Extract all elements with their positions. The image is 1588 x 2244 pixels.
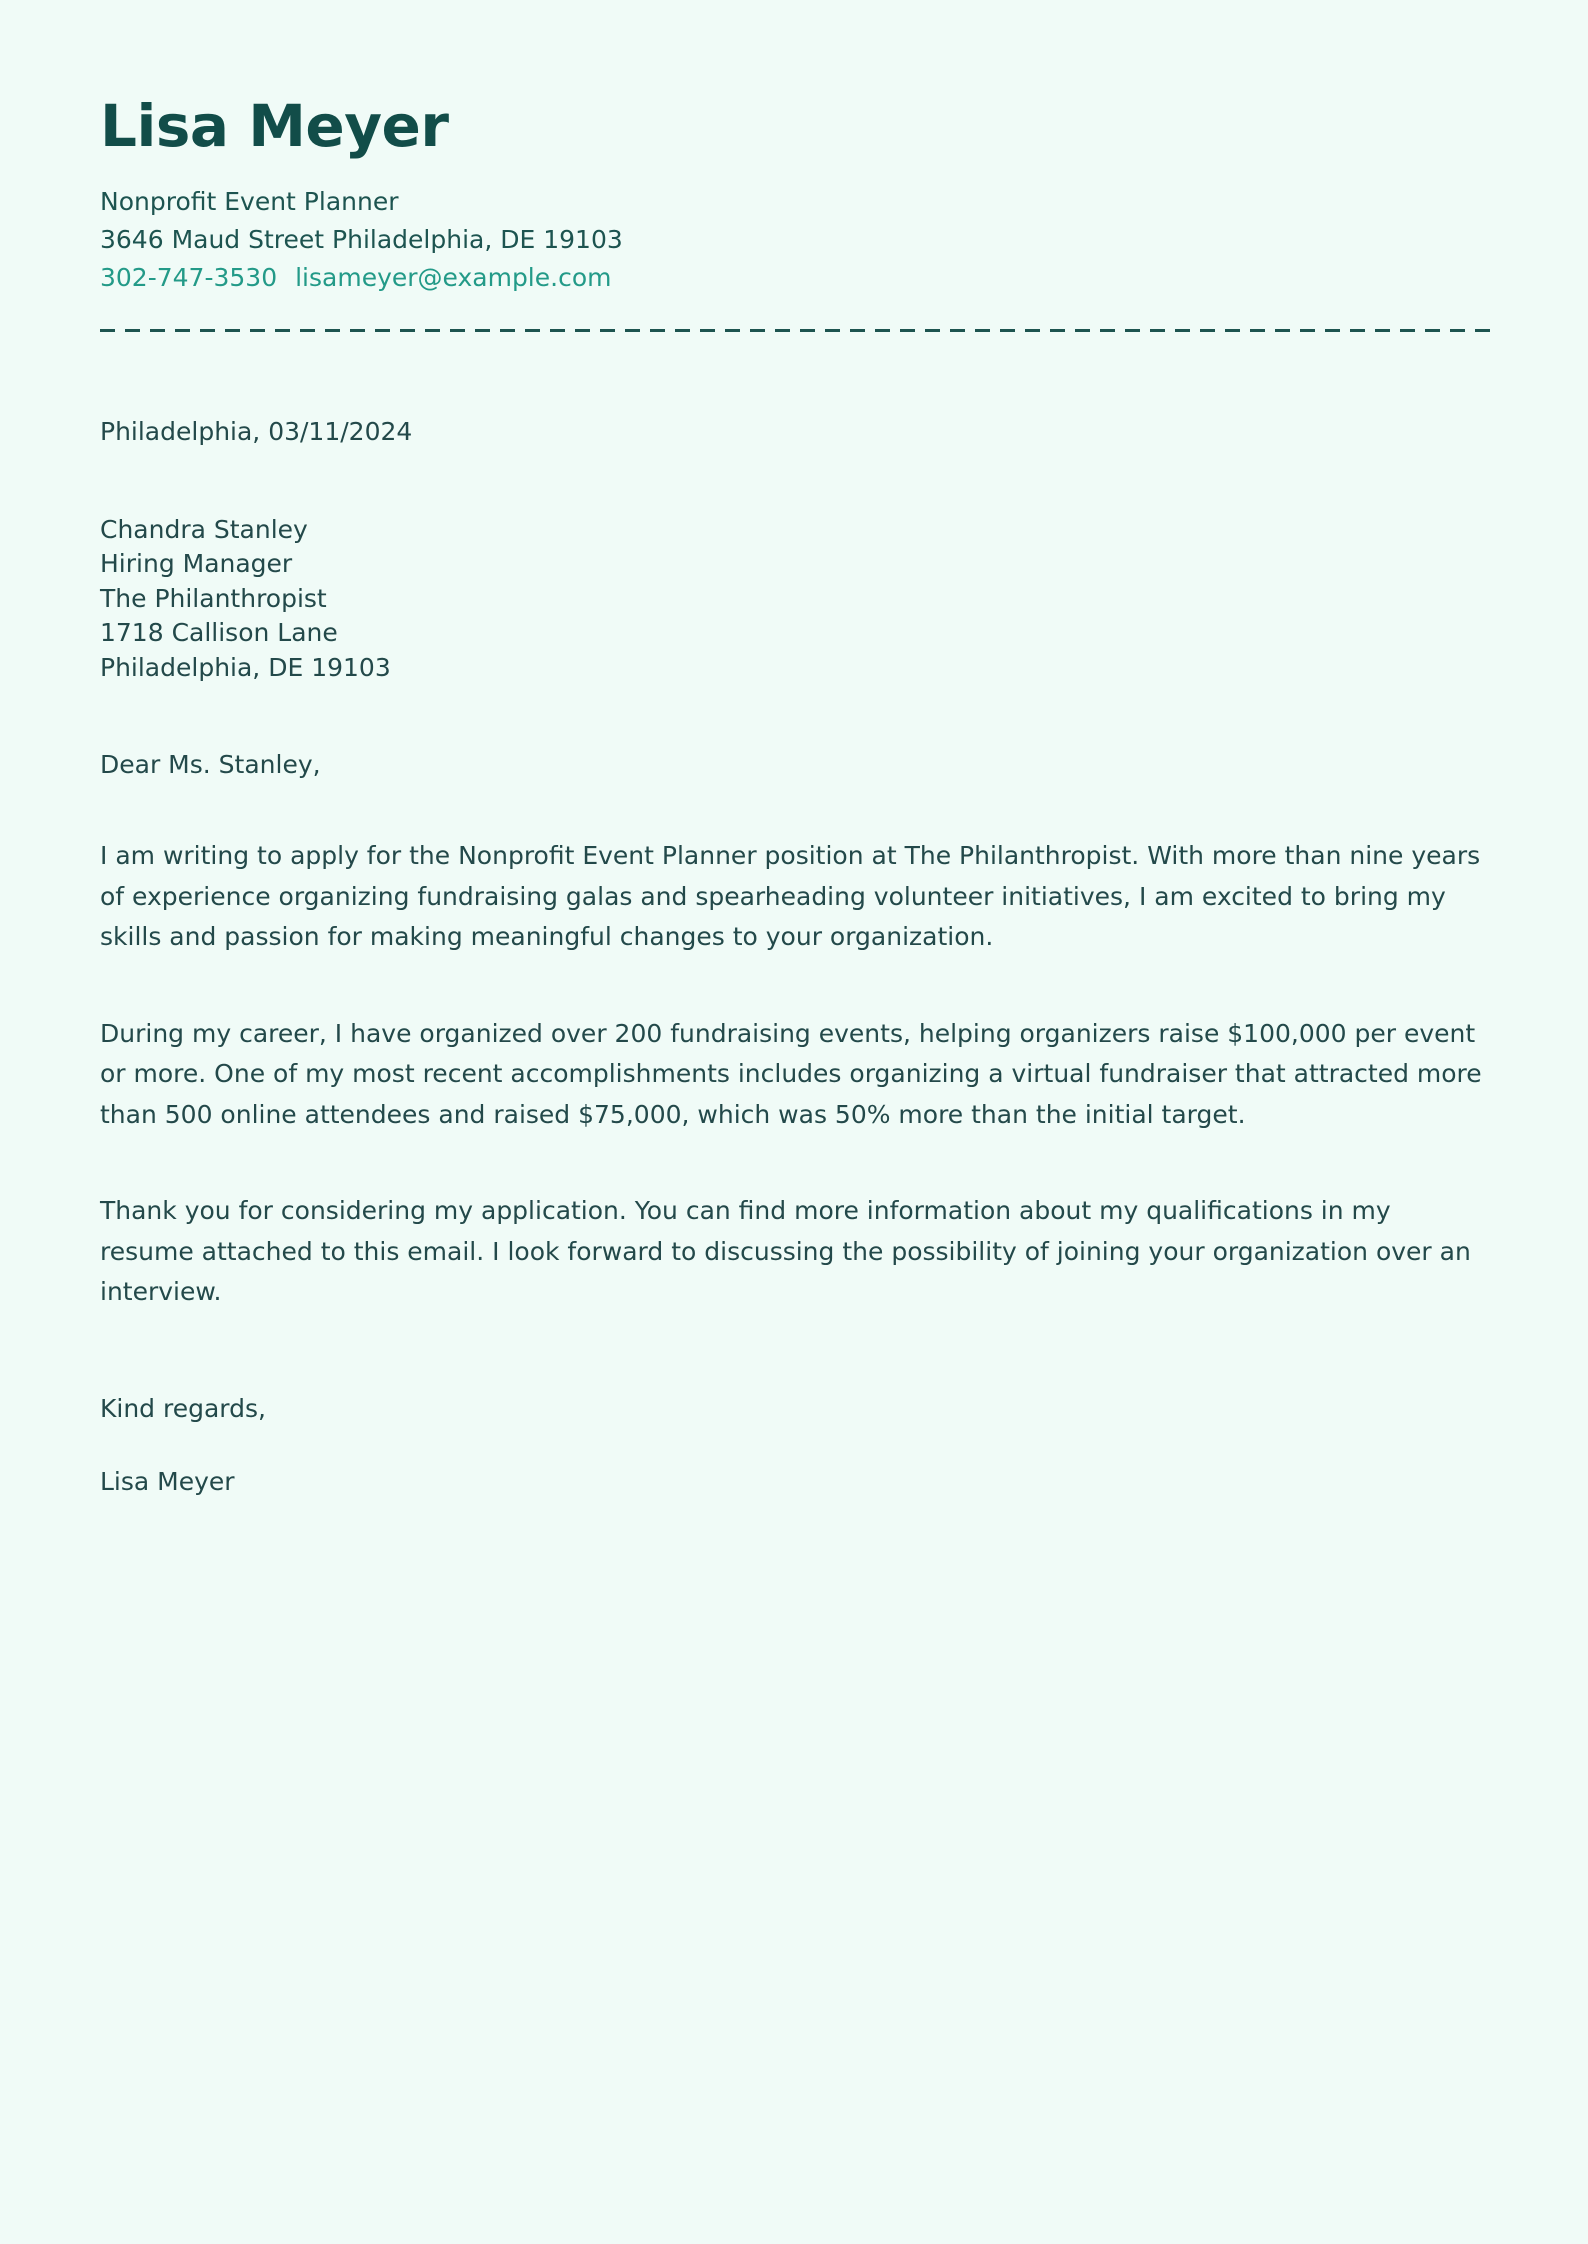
letter-header bbox=[100, 92, 1488, 295]
closing-block bbox=[100, 1391, 1488, 1499]
sender-contact bbox=[100, 261, 1488, 295]
email-link[interactable]: lisameyer@example.com bbox=[295, 262, 612, 292]
body-paragraph-1: I am writing to apply for the Nonprofit Event Planner position at The Philanthropist. With more than nine years of experience organizing fundraising galas and spearheading volunteer initiatives, I am excited to bring my skills and passion for making meaningful changes to your organization. bbox=[100, 841, 1481, 952]
sender-job-title: Nonprofit Event Planner bbox=[100, 186, 399, 216]
recipient-title: Hiring Manager bbox=[100, 549, 293, 579]
body-paragraph-2: During my career, I have organized over 200 fundraising events, helping organizers raise $100,000 per event or more. One of my most recent accomplishments includes organizing a virtual fundraiser that attracted more than 500 online attendees and raised $75,000, which was 50% more than the initial target. bbox=[100, 1018, 1482, 1129]
recipient-name: Chandra Stanley bbox=[100, 514, 308, 544]
closing-salutation: Kind regards, bbox=[100, 1393, 266, 1423]
recipient-street: 1718 Callison Lane bbox=[100, 618, 338, 648]
recipient-block bbox=[100, 513, 1488, 686]
signature-name: Lisa Meyer bbox=[100, 1466, 235, 1496]
letter-body bbox=[100, 836, 1490, 1313]
recipient-company: The Philanthropist bbox=[100, 583, 327, 613]
salutation: Dear Ms. Stanley, bbox=[100, 750, 321, 780]
sender-address: 3646 Maud Street Philadelphia, DE 19103 bbox=[100, 224, 623, 254]
date-line: Philadelphia, 03/11/2024 bbox=[100, 416, 413, 446]
body-paragraph-3: Thank you for considering my application. You can find more information about my qualifications in my resume attached to this email. I look forward to discussing the possibility of joining your organization over an interview. bbox=[100, 1196, 1471, 1307]
sender-name: Lisa Meyer bbox=[100, 92, 449, 160]
recipient-city: Philadelphia, DE 19103 bbox=[100, 652, 391, 682]
phone-link[interactable]: 302-747-3530 bbox=[100, 262, 278, 292]
header-divider bbox=[100, 329, 1490, 332]
